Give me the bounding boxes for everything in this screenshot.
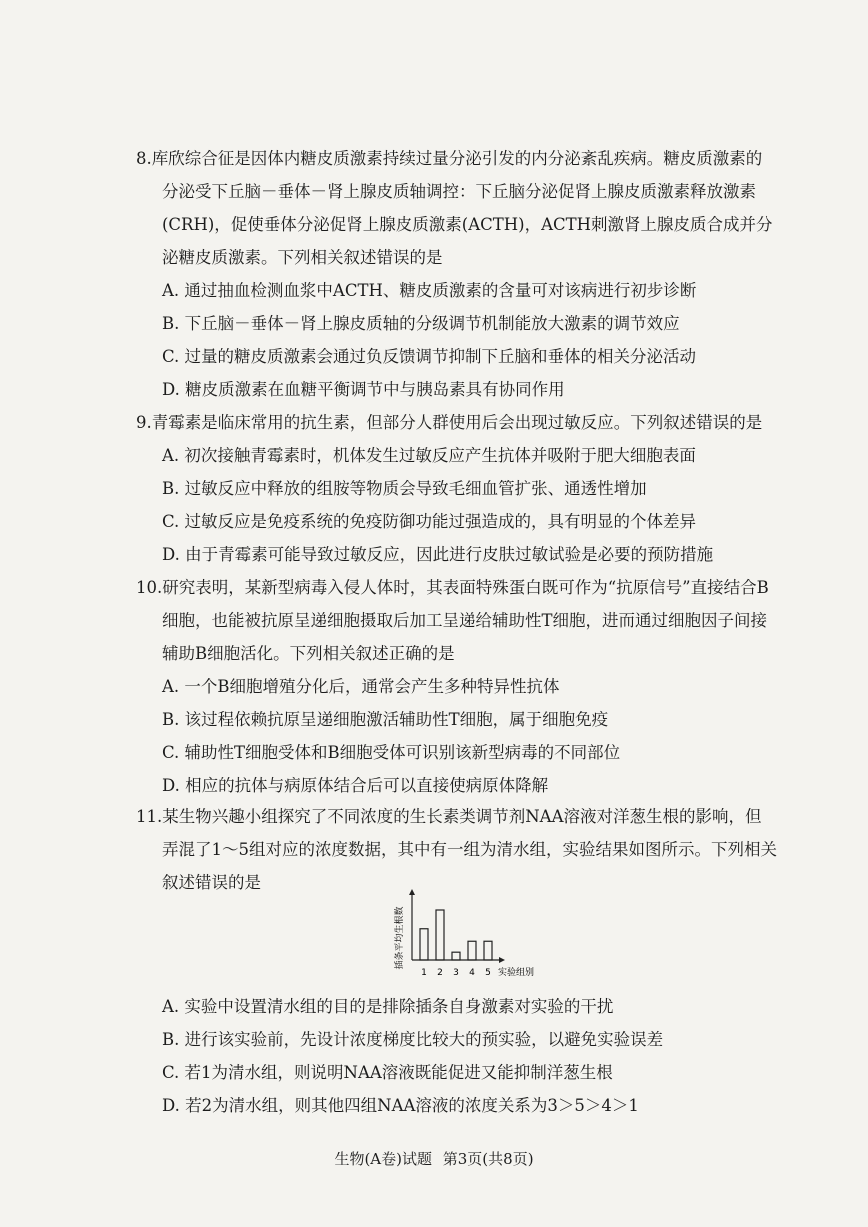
chart-bar <box>420 929 428 960</box>
option-a: A. 初次接触青霉素时，机体发生过敏反应产生抗体并吸附于肥大细胞表面 <box>162 446 696 465</box>
chart-bar <box>468 941 476 960</box>
question-stem-line: 9.青霉素是临床常用的抗生素，但部分人群使用后会出现过敏反应。下列叙述错误的是 <box>136 413 763 432</box>
bar-chart-svg <box>390 886 535 986</box>
x-tick-label: 3 <box>453 968 459 978</box>
question-stem-line: 11.某生物兴趣小组探究了不同浓度的生长素类调节剂NAA溶液对洋葱生根的影响，但 <box>136 807 762 826</box>
x-axis-arrow <box>499 957 505 963</box>
option-c: C. 过量的糖皮质激素会通过负反馈调节抑制下丘脑和垂体的相关分泌活动 <box>162 347 697 366</box>
option-b: B. 过敏反应中释放的组胺等物质会导致毛细血管扩张、通透性增加 <box>162 479 647 498</box>
y-axis-arrow <box>409 889 415 895</box>
x-tick-label: 5 <box>485 968 491 978</box>
question-11 <box>136 800 796 899</box>
question-stem-line: 弄混了1～5组对应的浓度数据，其中有一组为清水组，实验结果如图所示。下列相关 <box>162 840 777 859</box>
x-tick-label: 4 <box>469 968 475 978</box>
question-stem-line: 辅助B细胞活化。下列相关叙述正确的是 <box>162 644 455 663</box>
y-axis-label: 插条平均生根数 <box>395 906 405 970</box>
x-tick-label: 1 <box>421 968 427 978</box>
option-c: C. 辅助性T细胞受体和B细胞受体可识别该新型病毒的不同部位 <box>162 743 621 762</box>
option-c: C. 若1为清水组，则说明NAA溶液既能促进又能抑制洋葱生根 <box>162 1063 613 1082</box>
question-stem-line: 分泌受下丘脑－垂体－肾上腺皮质轴调控：下丘脑分泌促肾上腺皮质激素释放激素 <box>162 182 756 201</box>
option-c: C. 过敏反应是免疫系统的免疫防御功能过强造成的，具有明显的个体差异 <box>162 512 697 531</box>
x-tick-label: 2 <box>437 968 443 978</box>
x-axis-label: 实验组别 <box>498 968 535 978</box>
page-footer <box>0 1148 868 1169</box>
question-stem-line: 叙述错误的是 <box>162 873 261 892</box>
footer-page-number: 第3页(共8页) <box>442 1150 534 1168</box>
chart-bar <box>436 910 444 960</box>
question-stem-line: 泌糖皮质激素。下列相关叙述错误的是 <box>162 248 443 267</box>
bar-chart <box>390 886 535 986</box>
question-stem-line: 10.研究表明，某新型病毒入侵人体时，其表面特殊蛋白既可作为“抗原信号”直接结合B <box>136 578 769 597</box>
question-stem-line: (CRH)，促使垂体分泌促肾上腺皮质激素(ACTH)，ACTH刺激肾上腺皮质合成并分 <box>162 215 773 234</box>
chart-bar <box>452 952 460 960</box>
footer-subject: 生物(A卷)试题 <box>334 1150 432 1168</box>
question-11-options <box>136 990 796 1122</box>
option-a: A. 实验中设置清水组的目的是排除插条自身激素对实验的干扰 <box>162 997 614 1016</box>
option-d: D. 相应的抗体与病原体结合后可以直接使病原体降解 <box>162 776 549 795</box>
option-a: A. 一个B细胞增殖分化后，通常会产生多种特异性抗体 <box>162 677 560 696</box>
option-a: A. 通过抽血检测血浆中ACTH、糖皮质激素的含量可对该病进行初步诊断 <box>162 281 697 300</box>
question-9 <box>136 406 796 571</box>
option-d: D. 若2为清水组，则其他四组NAA溶液的浓度关系为3＞5＞4＞1 <box>162 1096 639 1115</box>
question-stem-line: 细胞，也能被抗原呈递细胞摄取后加工呈递给辅助性T细胞，进而通过细胞因子间接 <box>162 611 768 630</box>
question-8 <box>136 142 796 406</box>
option-b: B. 下丘脑－垂体－肾上腺皮质轴的分级调节机制能放大激素的调节效应 <box>162 314 680 333</box>
option-d: D. 糖皮质激素在血糖平衡调节中与胰岛素具有协同作用 <box>162 380 565 399</box>
option-b: B. 进行该实验前，先设计浓度梯度比较大的预实验，以避免实验误差 <box>162 1030 664 1049</box>
question-stem-line: 8.库欣综合征是因体内糖皮质激素持续过量分泌引发的内分泌紊乱疾病。糖皮质激素的 <box>136 149 763 168</box>
option-d: D. 由于青霉素可能导致过敏反应，因此进行皮肤过敏试验是必要的预防措施 <box>162 545 714 564</box>
chart-bar <box>484 941 492 960</box>
question-10 <box>136 571 796 802</box>
option-b: B. 该过程依赖抗原呈递细胞激活辅助性T细胞，属于细胞免疫 <box>162 710 609 729</box>
